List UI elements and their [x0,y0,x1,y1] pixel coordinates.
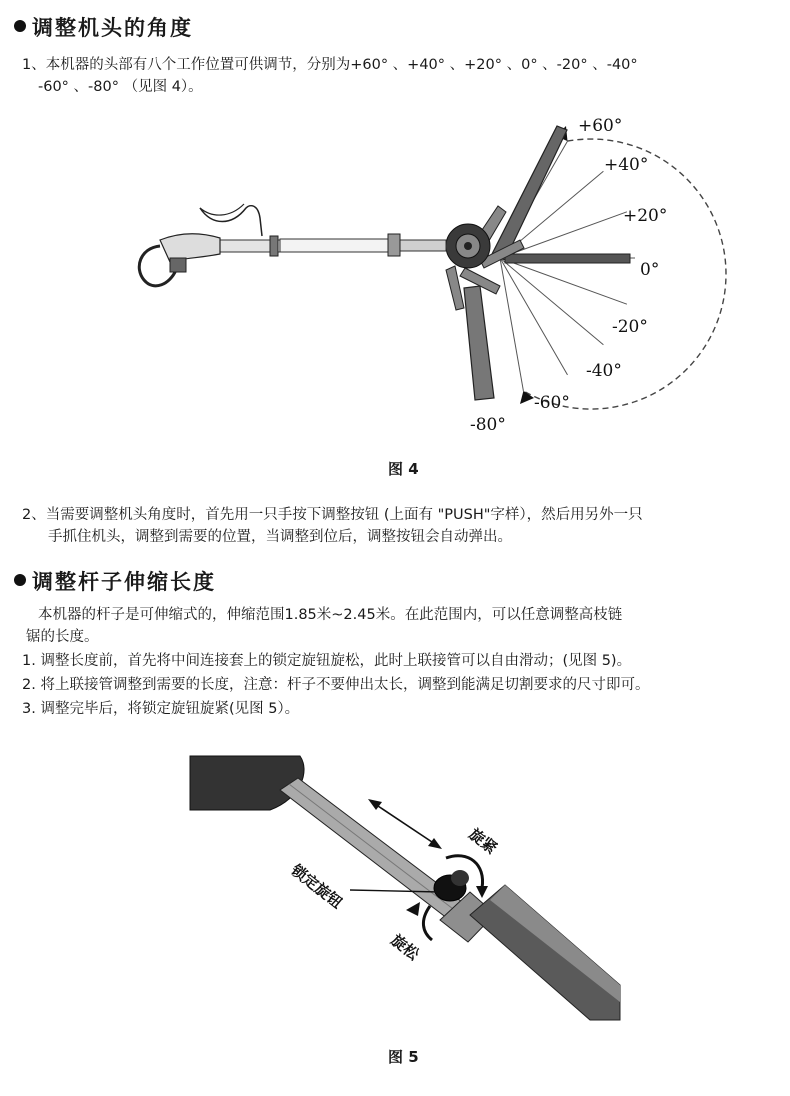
bullet-dot-icon [14,574,26,586]
loosen-arrow-head-icon [406,902,420,916]
section2-step1: 1. 调整长度前，首先将中间连接套上的锁定旋钮旋松，此时上联接管可以自由滑动；(见图 5)。 [22,653,632,669]
label-lock-knob: 锁定旋钮 [287,860,346,913]
figure5-knob-diagram [150,750,630,1025]
angle-label-minus60: -60° [534,393,570,413]
figure5-caption: 图 5 [388,1048,419,1066]
section1-p2-line1: 2、当需要调整机头角度时，首先用一只手按下调整按钮 (上面有 "PUSH"字样），然后用另外一只 [22,507,643,523]
bar-plus60 [492,126,567,260]
handle-plug [170,258,186,272]
angle-label-minus20: -20° [612,317,648,337]
label-tighten: 旋紧 [465,824,501,858]
angle-label-zero: 0° [640,260,660,280]
pole-collar [270,236,278,256]
section1-p1-line1: 1、本机器的头部有八个工作位置可供调节，分别为+60° 、+40° 、+20° 、0° 、-20° 、-40° [22,57,638,73]
ray-minus20 [500,258,627,304]
bullet-dot-icon [14,20,26,32]
angle-arc [523,139,726,409]
section2-intro-line1: 本机器的杆子是可伸缩式的，伸缩范围1.85米~2.45米。在此范围内，可以任意调整高枝链 [38,607,623,623]
section1-title [14,12,193,42]
pivot-center [464,242,472,250]
slide-arrow-head-right-icon [428,838,442,849]
handle-grip [160,234,220,262]
section2-title-text: 调整杆子伸缩长度 [32,570,216,594]
bar-zero [505,254,630,263]
angle-label-minus40: -40° [586,361,622,381]
section2-step3: 3. 调整完毕后，将锁定旋钮旋紧(见图 5）。 [22,701,300,717]
section2-intro-line2: 锯的长度。 [26,629,99,645]
grip-sleeve [190,756,304,810]
bar-minus80 [464,286,494,400]
figure4-caption: 图 4 [388,460,419,478]
section2-step2: 2. 将上联接管调整到需要的长度，注意：杆子不要伸出太长，调整到能满足切割要求的尺寸即可。 [22,677,650,693]
tighten-arrow-head-icon [476,886,488,898]
pole-middle [280,239,390,252]
angle-label-plus40: +40° [604,155,649,175]
loosen-arrow [423,906,432,940]
shoulder-strap [200,206,262,236]
lower-tube [470,885,620,1020]
angle-rays [500,141,635,391]
angle-label-plus60: +60° [578,116,623,136]
label-loosen: 旋松 [387,930,423,964]
slide-arrow [372,802,438,846]
figure4-angle-diagram [120,108,668,438]
angle-label-minus80: -80° [470,415,506,435]
section1-p1-line2: -60° 、-80° （见图 4）。 [38,79,203,95]
ray-minus40 [500,258,603,345]
section2-title [14,566,216,596]
lock-knob-cap [451,870,469,886]
section1-title-text: 调整机头的角度 [32,16,193,40]
pole-joint [388,234,400,256]
section1-p2-line2: 手抓住机头，调整到需要的位置，当调整到位后，调整按钮会自动弹出。 [48,529,512,545]
slide-arrow-head-left-icon [368,799,382,810]
shoulder-strap-inner [200,204,244,215]
angle-label-plus20: +20° [623,206,668,226]
